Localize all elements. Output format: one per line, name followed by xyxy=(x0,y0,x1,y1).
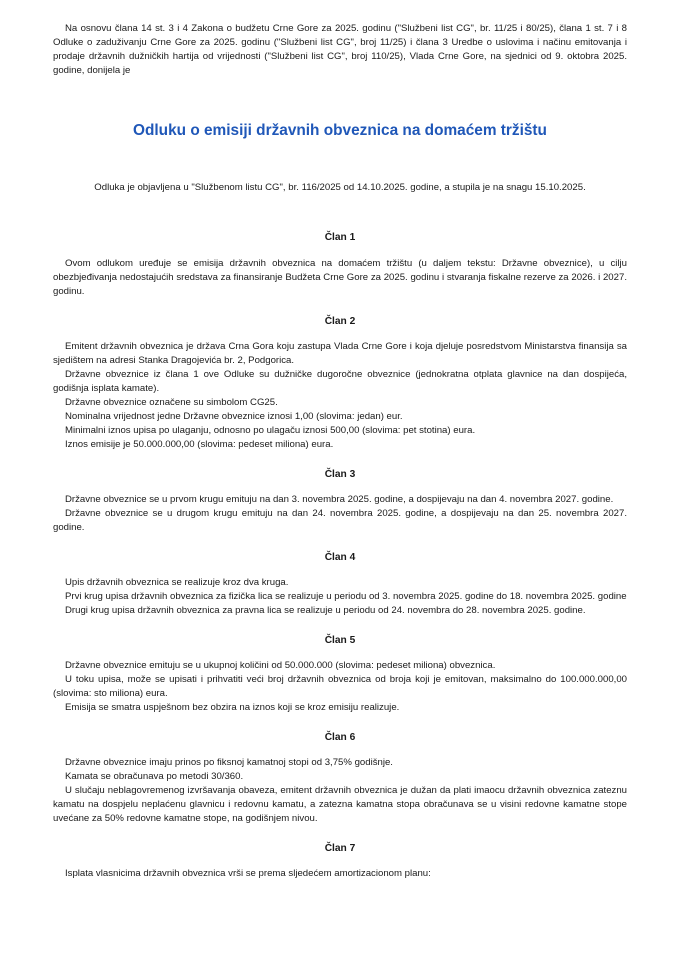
article-3-paragraph-2: Državne obveznice se u drugom krugu emituju na dan 24. novembra 2025. godine, a dospijevaju na dan 25. novembra 2027. godine. xyxy=(53,508,627,533)
article-5-paragraph-1: Državne obveznice emituju se u ukupnoj količini od 50.000.000 (slovima: pedeset miliona) obveznica. xyxy=(65,660,496,671)
article-3-paragraph-1: Državne obveznice se u prvom krugu emituju na dan 3. novembra 2025. godine, a dospijevaju na dan 4. novembra 2027. godine. xyxy=(65,494,614,505)
article-2-paragraph-1: Emitent državnih obveznica je država Crna Gora koju zastupa Vlada Crne Gore i koja djeluje posredstvom Ministarstva finansija sa sjedištem na adresi Stanka Dragojevića br. 2, Podgorica. xyxy=(53,341,627,366)
article-5-paragraph-2: U toku upisa, može se upisati i prihvatiti veći broj državnih obveznica od broja koji je emitovan, maksimalno do 100.000.000,00 (slovima: sto miliona) eura. xyxy=(53,674,627,699)
article-6-paragraph-2: Kamata se obračunava po metodi 30/360. xyxy=(65,771,244,782)
article-5-paragraph-3: Emisija se smatra uspješnom bez obzira na iznos koji se kroz emisiju realizuje. xyxy=(65,702,400,713)
article-3-heading: Član 3 xyxy=(324,469,356,480)
article-2-paragraph-5: Minimalni iznos upisa po ulaganju, odnosno po ulagaču iznosi 500,00 (slovima: pet stotina) eura. xyxy=(65,425,476,436)
article-1-paragraph-1: Ovom odlukom uređuje se emisija državnih obveznica na domaćem tržištu (u daljem tekstu: Državne obveznice), u cilju obezbjeđivanja nedostajućih sredstava za finansiranje Budžeta Crne Gore za 2025. godinu i stvaranja fiskalne rezerve za 2026. i 2027. godinu. xyxy=(53,258,627,297)
article-7-paragraph-1: Isplata vlasnicima državnih obveznica vrši se prema sljedećem amortizacionom planu: xyxy=(65,868,431,879)
article-7-heading: Član 7 xyxy=(324,843,356,854)
article-2-paragraph-3: Državne obveznice označene su simbolom CG25. xyxy=(65,397,278,408)
article-4-heading: Član 4 xyxy=(324,552,356,563)
article-5-heading: Član 5 xyxy=(324,635,356,646)
article-6-paragraph-1: Državne obveznice imaju prinos po fiksnoj kamatnoj stopi od 3,75% godišnje. xyxy=(65,757,393,768)
article-2-paragraph-2: Državne obveznice iz člana 1 ove Odluke su dužničke dugoročne obveznice (jednokratna otplata glavnice na dan dospijeća, godišnja isplata kamate). xyxy=(53,369,627,394)
article-7 xyxy=(53,842,627,881)
article-4-paragraph-3: Drugi krug upisa državnih obveznica za pravna lica se realizuje u periodu od 24. novembra do 28. novembra 2025. godine. xyxy=(65,605,586,616)
publication-note: Odluka je objavljena u "Službenom listu CG", br. 116/2025 od 14.10.2025. godine, a stupila je na snagu 15.10.2025. xyxy=(94,182,586,193)
article-6 xyxy=(53,731,627,826)
article-6-paragraph-3: U slučaju neblagovremenog izvršavanja obaveza, emitent državnih obveznica je dužan da plati imaocu državnih obveznica zateznu kamatu na dospjelu neplaćenu glavnicu i redovnu kamatu, a zatezna kamatna stopa obračunava se u visini redovne kamatne stope uvećane za 50% redovne kamatne stope, na godišnjem nivou. xyxy=(53,785,627,824)
article-4-paragraph-1: Upis državnih obveznica se realizuje kroz dva kruga. xyxy=(65,577,289,588)
article-6-heading: Član 6 xyxy=(324,732,356,743)
preamble-paragraph: Na osnovu člana 14 st. 3 i 4 Zakona o budžetu Crne Gore za 2025. godinu ("Službeni list CG", br. 11/25 i 80/25), člana 1 st. 7 i 8 Odluke o zaduživanju Crne Gore za 2025. godinu ("Službeni list CG", broj 11/25) i člana 3 Uredbe o uslovima i načinu emitovanja i prodaje državnih dužničkih hartija od vrijednosti ("Službeni list CG", broj 110/25), Vlada Crne Gore, na sjednici od 9. oktobra 2025. godine, donijela je xyxy=(53,23,627,76)
article-4-paragraph-2: Prvi krug upisa državnih obveznica za fizička lica se realizuje u periodu od 3. novembra 2025. godine do 18. novembra 2025. godine xyxy=(65,591,627,602)
article-2-heading: Član 2 xyxy=(324,316,356,327)
article-5 xyxy=(53,634,627,715)
article-2 xyxy=(53,315,627,452)
article-3 xyxy=(53,468,627,535)
article-1-heading: Član 1 xyxy=(324,232,356,243)
document-title: Odluku o emisiji državnih obveznica na domaćem tržištu xyxy=(133,122,547,139)
article-2-paragraph-6: Iznos emisije je 50.000.000,00 (slovima: pedeset miliona) eura. xyxy=(65,439,334,450)
article-2-paragraph-4: Nominalna vrijednost jedne Državne obveznice iznosi 1,00 (slovima: jedan) eur. xyxy=(65,411,403,422)
article-4 xyxy=(53,551,627,618)
article-1 xyxy=(53,231,627,299)
